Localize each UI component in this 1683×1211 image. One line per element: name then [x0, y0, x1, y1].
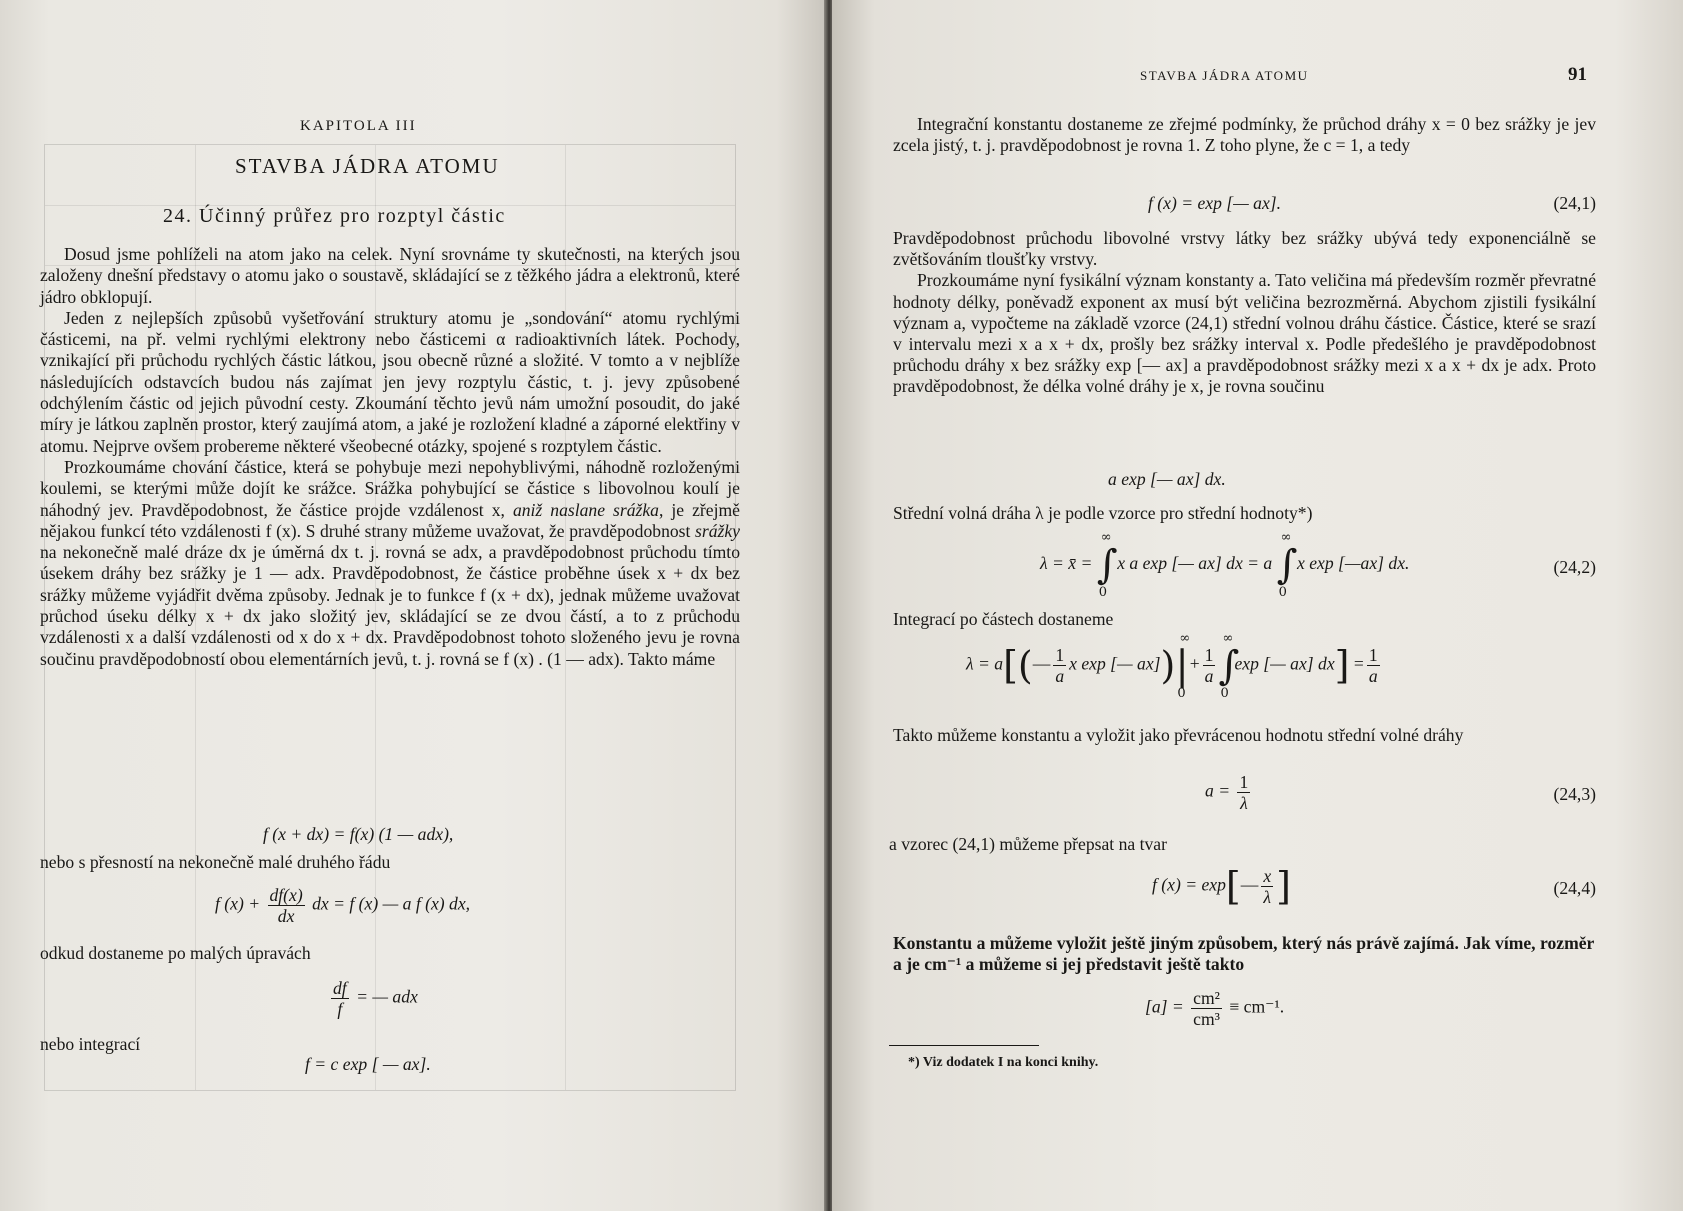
right-paragraph-4: Střední volná dráha λ je podle vzorce pro střední hodnoty*): [893, 503, 1313, 523]
right-equation-1: f (x) = exp [— ax]. (24,1): [1148, 193, 1596, 213]
running-head: STAVBA JÁDRA ATOMU: [1140, 68, 1309, 83]
left-equation-2: f (x) + $\frac{df(x)}{dx}$ dx = f (x) — a f (x) dx,: [215, 885, 471, 926]
integral-sign-icon: ∫ ∞ 0: [1276, 530, 1298, 600]
left-paragraph-5: odkud dostaneme po malých úpravách: [40, 943, 311, 963]
left-paragraph-2: Jeden z nejlepších způsobů vyšetřování struktury atomu je „sondování“ atomu rychlými částicemi, na př. velmi rychlými elektrony nebo částicemi α radioaktivních látek. Pochody, vznikající při průchodu rychlých částic látkou, jsou obecně různé a složité. V tomto a v nejblíže následujících odstavcích budou nás zajímat jen jevy rozptylu částic, t. j. jevy způsobené odchýlením částic od jejich původní cesty. Zkoumání těchto jevů nám umožní posoudit, do jaké míry je látkou zaplněn prostor, který zaujímá atom, a jaké je rozložení kladné a záporné elektřiny v atomu. Nejprve ovšem probereme některé všeobecné otázky, spojené s rozptylem částic.: [40, 307, 740, 456]
right-equation-4: a = $\frac{1}{\lambda}$ (24,3): [1205, 772, 1596, 813]
left-page: [0, 0, 826, 1211]
footnote: *) Viz dodatek I na konci knihy.: [908, 1055, 1099, 1070]
section-heading: 24. Účinný průřez pro rozptyl částic: [163, 205, 506, 227]
footnote-rule: [889, 1045, 1039, 1046]
integral-sign-icon: ∫ ∞ 0: [1096, 530, 1118, 600]
left-paragraph-3: Prozkoumáme chování částice, která se pohybuje mezi nepohyblivými, náhodně rozloženými koulemi, se kterými může dojít ke srážce. Srážka pohybující se částice s libovolnou koulí je náhodný jev. Pravděpodobnost, že částice projde vzdálenost x, aniž naslane srážka, je zřejmě nějakou funkcí této vzdálenosti f (x). S druhé strany můžeme uvažovat, že pravděpodobnost srážky na nekonečně malé dráze dx je úměrná dx t. j. rovná se adx, a pravděpodobnost průchodu tímto úsekem dráhy bez srážky je 1 — adx. Pravděpodobnost, že částice proběhne úsek x + dx bez srážky můžeme vyjádřit dvěma způsoby. Jednak je to funkce f (x + dx), jednak můžeme uvažovat průchod úseku délky x + dx jako složitý jev, skládající se ze dvou částí, a to z průchodu vzdálenosti x a další vzdálenosti od x do x + dx. Pravděpodobnost tohoto složeného jevu je rovna součinu pravděpodobností obou elementárních jevů, t. j. rovná se f (x) . (1 — adx). Takto máme: [40, 456, 740, 669]
left-paragraph-6: nebo integrací: [40, 1034, 141, 1054]
right-equation-3: λ = a[(— $\frac{1}{a}$ x exp [— ax])| ∞ 0 + $\frac{1}{a}$ ∫ ∞ 0 exp [— ax] dx] = $\frac{1}{a}$: [966, 630, 1378, 701]
left-equation-1: f (x + dx) = f(x) (1 — adx),: [263, 824, 454, 844]
evaluation-bar-icon: | ∞ 0: [1175, 630, 1191, 701]
right-equation-2: λ = x̄ = ∫ ∞ 0 x a exp [— ax] dx = a ∫ ∞ 0 x exp [—ax] dx. (24,2): [1040, 530, 1596, 600]
right-paragraph-8: Konstantu a můžeme vyložit ještě jiným způsobem, který nás právě zajímá. Jak víme, rozměr a je cm⁻¹ a můžeme si jej představit ještě takto: [893, 933, 1595, 975]
right-page: [832, 0, 1683, 1211]
right-body-1: [893, 114, 1596, 156]
page-number: 91: [1568, 64, 1587, 85]
right-equation-product: a exp [— ax] dx.: [1108, 469, 1226, 489]
right-equation-6: [a] = $\frac{\text{cm²}}{\text{cm³}}$ ≡ cm⁻¹.: [1145, 988, 1285, 1029]
chapter-label: KAPITOLA III: [300, 118, 417, 134]
right-paragraph-6: Takto můžeme konstantu a vyložit jako převrácenou hodnotu střední volné dráhy: [893, 725, 1464, 745]
left-paragraph-1: Dosud jsme pohlíželi na atom jako na celek. Nyní srovnáme ty skutečnosti, na kterých jsou založeny dnešní představy o atomu jako o soustavě, skládající se z těžkého jádra a elektronů, které jádro obklopují.: [40, 244, 740, 307]
right-paragraph-7: a vzorec (24,1) můžeme přepsat na tvar: [889, 834, 1167, 854]
right-body-2: [893, 228, 1596, 398]
integral-sign-icon: ∫ ∞ 0: [1218, 630, 1240, 701]
right-paragraph-3: Prozkoumáme nyní fysikální význam konstanty a. Tato veličina má především rozměr převratné hodnoty délky, poněvadž exponent ax musí být veličina bezrozměrná. Abychom zjistili fysikální význam a, vypočteme na základě vzorce (24,1) střední volnou dráhu částice. Částice, které se srazí v intervalu mezi x a x + dx, prošly bez srážky interval x. Podle předešlého je pravděpodobnost průchodu dráhy x bez srážky exp [— ax] a pravděpodobnost srážky mezi x a x + dx je adx. Proto pravděpodobnost, že délka volné dráhy je x, je rovna součinu: [893, 270, 1596, 397]
left-equation-3: $\frac{df}{f}$ = — adx: [333, 978, 418, 1019]
right-paragraph-2: Pravděpodobnost průchodu libovolné vrstvy látky bez srážky ubývá tedy exponenciálně se zvětšováním tloušťky vrstvy.: [893, 228, 1596, 270]
right-paragraph-1: Integrační konstantu dostaneme ze zřejmé podmínky, že průchod dráhy x = 0 bez srážky je jev zcela jistý, t. j. pravděpodobnost je rovna 1. Z toho plyne, že c = 1, a tedy: [893, 114, 1596, 156]
left-body: [40, 244, 740, 670]
right-equation-5: f (x) = exp[— $\frac{x}{\lambda}$ ] (24,4): [1152, 864, 1596, 909]
right-paragraph-5: Integrací po částech dostaneme: [893, 609, 1114, 629]
left-equation-4: f = c exp [ — ax].: [305, 1054, 431, 1074]
chapter-title: STAVBA JÁDRA ATOMU: [235, 154, 500, 178]
left-paragraph-4: nebo s přesností na nekonečně malé druhého řádu: [40, 852, 391, 872]
